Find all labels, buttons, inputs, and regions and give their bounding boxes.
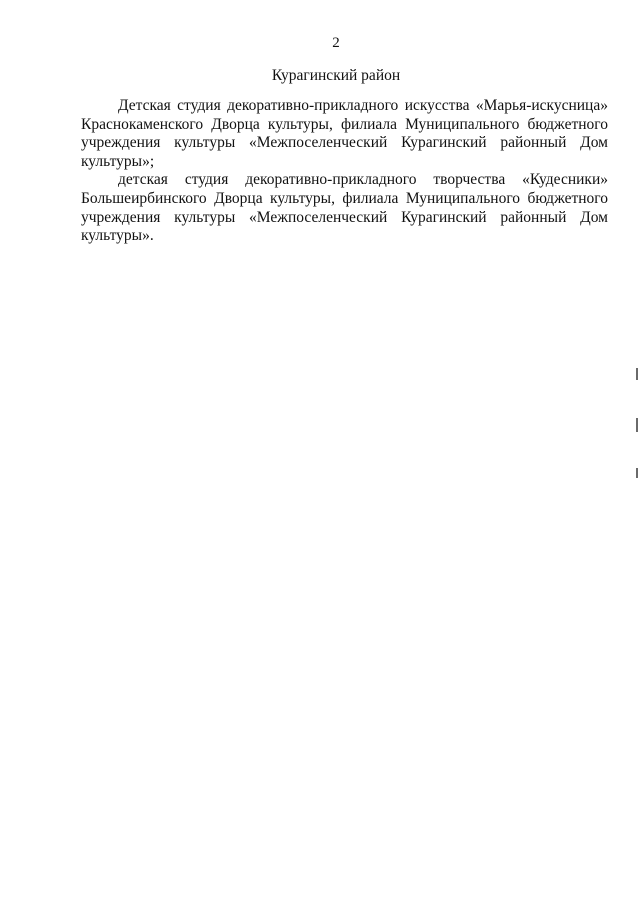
scan-edge-mark <box>636 468 638 478</box>
scan-edge-mark <box>636 368 638 380</box>
page-number: 2 <box>332 35 340 51</box>
body-text <box>81 97 608 246</box>
section-heading: Курагинский район <box>271 67 401 84</box>
scan-edge-mark <box>636 418 638 432</box>
paragraph-2: детская студия декоративно-прикладного творчества «Кудесники» Большеирбинского Дворца культуры, филиала Муниципального бюджетного учреждения культуры «Межпоселенческий Курагинский районный Дом культуры». <box>81 171 608 245</box>
paragraph-1: Детская студия декоративно-прикладного искусства «Марья-искусница» Краснокаменского Дворца культуры, филиала Муниципального бюджетного учреждения культуры «Межпоселенческий Курагинский районный Дом культуры»; <box>81 97 608 170</box>
